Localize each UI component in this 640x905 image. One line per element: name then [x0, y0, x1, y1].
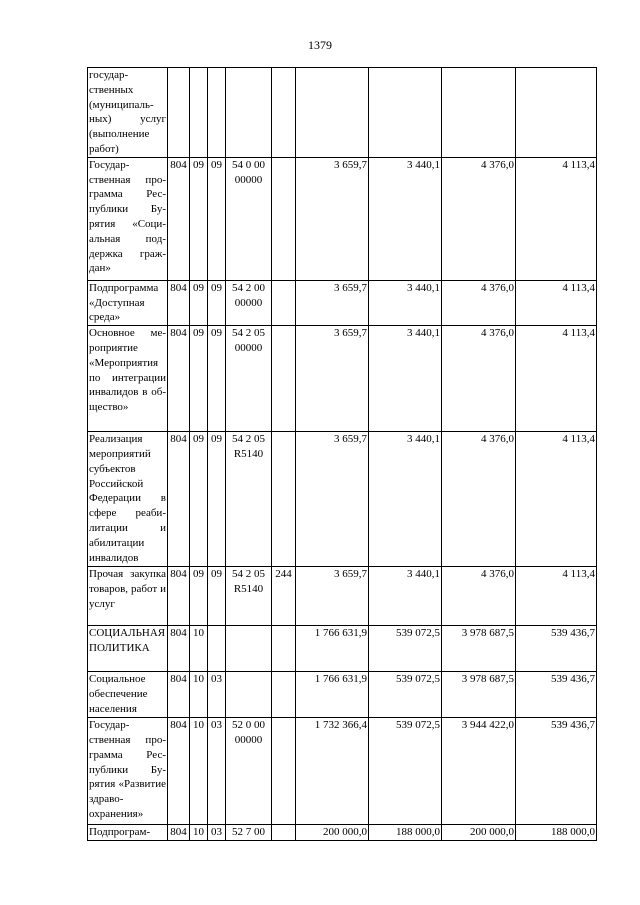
page-number: 1379 [308, 38, 332, 52]
amount-4: 4 113,4 [516, 280, 597, 325]
amount-3: 3 978 687,5 [442, 672, 516, 718]
section-code: 09 [190, 157, 208, 280]
amount-2: 3 440,1 [369, 432, 442, 567]
row-name: Государственная программа Республики Бурятия «Развитие здравоохранения» [88, 718, 168, 825]
subsection-code: 03 [208, 825, 226, 841]
row-name: Прочая закупка товаров, работ и услуг [88, 567, 168, 626]
amount-3 [442, 68, 516, 158]
amount-3: 3 978 687,5 [442, 626, 516, 672]
amount-4 [516, 68, 597, 158]
target-article-code: 52 0 00 00000 [226, 718, 272, 825]
amount-2: 188 000,0 [369, 825, 442, 841]
section-code: 10 [190, 718, 208, 825]
section-code: 09 [190, 280, 208, 325]
table-row [88, 718, 597, 825]
table-row [88, 68, 597, 158]
amount-1: 200 000,0 [296, 825, 369, 841]
target-article-code [226, 626, 272, 672]
section-code: 09 [190, 432, 208, 567]
amount-4: 539 436,7 [516, 672, 597, 718]
ministry-code: 804 [168, 825, 190, 841]
expense-type-code [272, 432, 296, 567]
amount-2: 3 440,1 [369, 567, 442, 626]
amount-1: 1 766 631,9 [296, 626, 369, 672]
subsection-code: 03 [208, 672, 226, 718]
amount-3: 4 376,0 [442, 326, 516, 432]
section-code [190, 68, 208, 158]
subsection-code [208, 68, 226, 158]
amount-4: 4 113,4 [516, 567, 597, 626]
table-row [88, 157, 597, 280]
amount-3: 4 376,0 [442, 157, 516, 280]
ministry-code [168, 68, 190, 158]
amount-1: 3 659,7 [296, 280, 369, 325]
budget-table-body [88, 68, 597, 841]
amount-2: 539 072,5 [369, 718, 442, 825]
ministry-code: 804 [168, 326, 190, 432]
row-name: Социальное обеспечение населения [88, 672, 168, 718]
amount-1: 3 659,7 [296, 567, 369, 626]
amount-3: 4 376,0 [442, 432, 516, 567]
table-row [88, 672, 597, 718]
section-code: 10 [190, 672, 208, 718]
expense-type-code [272, 672, 296, 718]
amount-4: 4 113,4 [516, 157, 597, 280]
amount-1 [296, 68, 369, 158]
section-code: 09 [190, 326, 208, 432]
target-article-code: 54 2 00 00000 [226, 280, 272, 325]
ministry-code: 804 [168, 432, 190, 567]
table-row [88, 432, 597, 567]
target-article-code [226, 672, 272, 718]
target-article-code: 54 2 05 R5140 [226, 567, 272, 626]
amount-3: 200 000,0 [442, 825, 516, 841]
subsection-code: 09 [208, 157, 226, 280]
row-name: государственных (муниципальных) услуг (выполнение работ) [88, 68, 168, 158]
subsection-code: 09 [208, 326, 226, 432]
expense-type-code [272, 326, 296, 432]
amount-1: 3 659,7 [296, 326, 369, 432]
amount-1: 1 766 631,9 [296, 672, 369, 718]
row-name: Реализация мероприятий субъектов Российской Федерации в сфере реабилитации и абилитации инвалидов [88, 432, 168, 567]
target-article-code: 54 2 05 R5140 [226, 432, 272, 567]
table-row [88, 626, 597, 672]
ministry-code: 804 [168, 157, 190, 280]
row-name: Основное мероприятие «Мероприятия по интеграции инвалидов в общество» [88, 326, 168, 432]
expense-type-code: 244 [272, 567, 296, 626]
row-name: СОЦИАЛЬНАЯ ПОЛИТИКА [88, 626, 168, 672]
subsection-code [208, 626, 226, 672]
section-code: 09 [190, 567, 208, 626]
amount-2: 3 440,1 [369, 280, 442, 325]
row-name: Подпрограм- [88, 825, 168, 841]
ministry-code: 804 [168, 718, 190, 825]
subsection-code: 09 [208, 432, 226, 567]
section-code: 10 [190, 825, 208, 841]
amount-3: 4 376,0 [442, 280, 516, 325]
target-article-code: 52 7 00 [226, 825, 272, 841]
amount-4: 4 113,4 [516, 326, 597, 432]
amount-2: 3 440,1 [369, 157, 442, 280]
target-article-code: 54 0 00 00000 [226, 157, 272, 280]
amount-2: 3 440,1 [369, 326, 442, 432]
amount-2: 539 072,5 [369, 626, 442, 672]
amount-4: 4 113,4 [516, 432, 597, 567]
expense-type-code [272, 157, 296, 280]
amount-3: 3 944 422,0 [442, 718, 516, 825]
amount-1: 3 659,7 [296, 432, 369, 567]
row-name: Подпрограмма «Доступная среда» [88, 280, 168, 325]
amount-2: 539 072,5 [369, 672, 442, 718]
amount-4: 188 000,0 [516, 825, 597, 841]
subsection-code: 09 [208, 567, 226, 626]
expense-type-code [272, 825, 296, 841]
budget-table [87, 67, 597, 841]
row-name: Государственная программа Республики Бурятия «Социальная поддержка граждан» [88, 157, 168, 280]
table-row [88, 326, 597, 432]
expense-type-code [272, 626, 296, 672]
expense-type-code [272, 718, 296, 825]
amount-2 [369, 68, 442, 158]
amount-3: 4 376,0 [442, 567, 516, 626]
expense-type-code [272, 280, 296, 325]
subsection-code: 03 [208, 718, 226, 825]
target-article-code [226, 68, 272, 158]
amount-4: 539 436,7 [516, 626, 597, 672]
table-row [88, 825, 597, 841]
table-row [88, 280, 597, 325]
ministry-code: 804 [168, 567, 190, 626]
amount-1: 1 732 366,4 [296, 718, 369, 825]
target-article-code: 54 2 05 00000 [226, 326, 272, 432]
subsection-code: 09 [208, 280, 226, 325]
ministry-code: 804 [168, 626, 190, 672]
section-code: 10 [190, 626, 208, 672]
amount-4: 539 436,7 [516, 718, 597, 825]
expense-type-code [272, 68, 296, 158]
table-row [88, 567, 597, 626]
ministry-code: 804 [168, 672, 190, 718]
amount-1: 3 659,7 [296, 157, 369, 280]
ministry-code: 804 [168, 280, 190, 325]
